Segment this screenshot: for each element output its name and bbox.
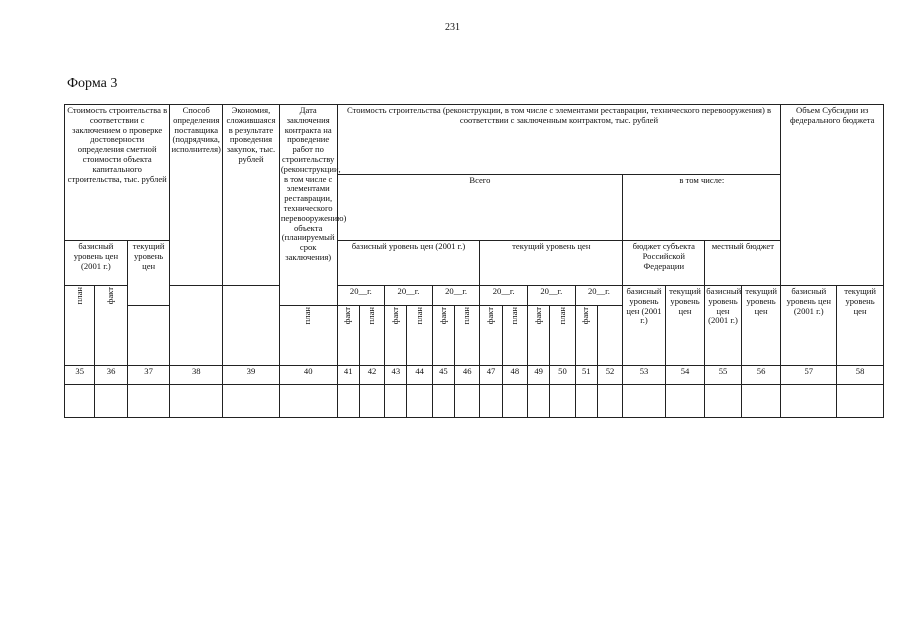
column-number: 57	[781, 366, 837, 385]
column-number: 54	[665, 366, 705, 385]
table-cell[interactable]	[781, 385, 837, 418]
table-cell[interactable]	[279, 385, 337, 418]
header-sub-base: базисный уровень цен (2001 г.)	[781, 286, 837, 366]
header-cost-by-conclusion: Стоимость строительства в соответствии с заключением о проверке достоверности определения сметной стоимости объекта капитального строительства, тыс. рублей	[65, 105, 170, 241]
header-year-41: 20__г.	[337, 286, 385, 306]
header-year-43: 20__г.	[385, 286, 433, 306]
table-cell[interactable]	[705, 385, 741, 418]
header-plan-47: план	[455, 306, 480, 366]
table-cell[interactable]	[385, 385, 407, 418]
column-number: 48	[502, 366, 527, 385]
header-base-level: базисный уровень цен (2001 г.)	[65, 241, 128, 286]
column-number: 47	[480, 366, 502, 385]
header-fact-46: факт	[432, 306, 454, 366]
header-cost-by-contract: Стоимость строительства (реконструкции, в том числе с элементами реставрации, технического перевооружения) в соответствии с заключенным контрактом, тыс. рублей	[337, 105, 781, 175]
column-number: 56	[741, 366, 781, 385]
table-cell[interactable]	[480, 385, 502, 418]
column-number: 38	[170, 366, 223, 385]
column-number: 50	[550, 366, 575, 385]
header-plan-43: план	[359, 306, 384, 366]
header-fact-50: факт	[528, 306, 550, 366]
header-including: в том числе:	[623, 175, 781, 241]
column-number: 41	[337, 366, 359, 385]
header-local-budget: местный бюджет	[705, 241, 781, 286]
column-number: 45	[432, 366, 454, 385]
column-number: 35	[65, 366, 95, 385]
table-cell[interactable]	[550, 385, 575, 418]
column-number: 53	[623, 366, 666, 385]
table-cell[interactable]	[455, 385, 480, 418]
header-year-49: 20__г.	[528, 286, 576, 306]
header-current-level-prices: текущий уровень цен	[480, 241, 623, 286]
header-contract-date: Дата заключения контракта на проведение работ по строительству (реконструкции, в том числе с элементами реставрации, технического перевооружению) объекта (планируемый срок заключения)	[279, 105, 337, 306]
table-cell[interactable]	[665, 385, 705, 418]
column-number: 43	[385, 366, 407, 385]
header-savings: Экономия, сложившаяся в результате проведения закупок, тыс. рублей	[223, 105, 280, 286]
header-supplier-method-cont	[170, 286, 223, 366]
header-fact-36: факт	[95, 286, 127, 366]
header-base-level-prices: базисный уровень цен (2001 г.)	[337, 241, 480, 286]
column-number: 58	[837, 366, 884, 385]
column-number: 44	[407, 366, 432, 385]
table-cell[interactable]	[359, 385, 384, 418]
header-plan-41: план	[279, 306, 337, 366]
column-number-row	[65, 366, 884, 385]
table-row	[65, 385, 884, 418]
header-current-level: текущий уровень цен	[127, 241, 170, 306]
table-cell[interactable]	[502, 385, 527, 418]
header-regional-budget: бюджет субъекта Российской Федерации	[623, 241, 705, 286]
column-number: 49	[528, 366, 550, 385]
header-fact-44: факт	[385, 306, 407, 366]
header-rb-current: текущий уровень цен	[665, 286, 705, 366]
table-cell[interactable]	[741, 385, 781, 418]
table-cell[interactable]	[837, 385, 884, 418]
table-cell[interactable]	[528, 385, 550, 418]
header-fact-48: факт	[480, 306, 502, 366]
header-supplier-method: Способ определения поставщика (подрядчика, исполнителя)	[170, 105, 223, 286]
page-number: 231	[445, 22, 460, 33]
column-number: 40	[279, 366, 337, 385]
header-plan-35: план	[65, 286, 95, 366]
table-cell[interactable]	[170, 385, 223, 418]
table-cell[interactable]	[65, 385, 95, 418]
header-lb-base: базисный уровень цен (2001 г.)	[705, 286, 741, 366]
table-cell[interactable]	[223, 385, 280, 418]
header-plan-45: план	[407, 306, 432, 366]
table-cell[interactable]	[127, 385, 170, 418]
header-year-45: 20__г.	[432, 286, 480, 306]
header-subsidy-volume: Объем Субсидии из федерального бюджета	[781, 105, 884, 286]
table-cell[interactable]	[597, 385, 622, 418]
table-cell[interactable]	[623, 385, 666, 418]
table-cell[interactable]	[337, 385, 359, 418]
column-number: 46	[455, 366, 480, 385]
header-rb-base: базисный уровень цен (2001 г.)	[623, 286, 666, 366]
table-cell[interactable]	[575, 385, 597, 418]
column-number: 51	[575, 366, 597, 385]
header-fact-42: факт	[337, 306, 359, 366]
table-cell[interactable]	[432, 385, 454, 418]
table-cell[interactable]	[407, 385, 432, 418]
header-total: Всего	[337, 175, 623, 241]
column-number: 36	[95, 366, 127, 385]
header-plan-49: план	[502, 306, 527, 366]
header-contract-date-cont	[127, 306, 170, 366]
header-year-47: 20__г.	[480, 286, 528, 306]
column-number: 42	[359, 366, 384, 385]
header-year-51: 20__г.	[575, 286, 623, 306]
header-plan-51: план	[550, 306, 575, 366]
table-cell[interactable]	[95, 385, 127, 418]
header-fact-52: факт	[575, 306, 597, 366]
header-sub-current: текущий уровень цен	[837, 286, 884, 366]
column-number: 37	[127, 366, 170, 385]
header-savings-cont	[223, 286, 280, 366]
column-number: 55	[705, 366, 741, 385]
header-lb-current: текущий уровень цен	[741, 286, 781, 366]
column-number: 52	[597, 366, 622, 385]
form-title: Форма 3	[67, 76, 118, 91]
form-table	[64, 104, 884, 418]
column-number: 39	[223, 366, 280, 385]
